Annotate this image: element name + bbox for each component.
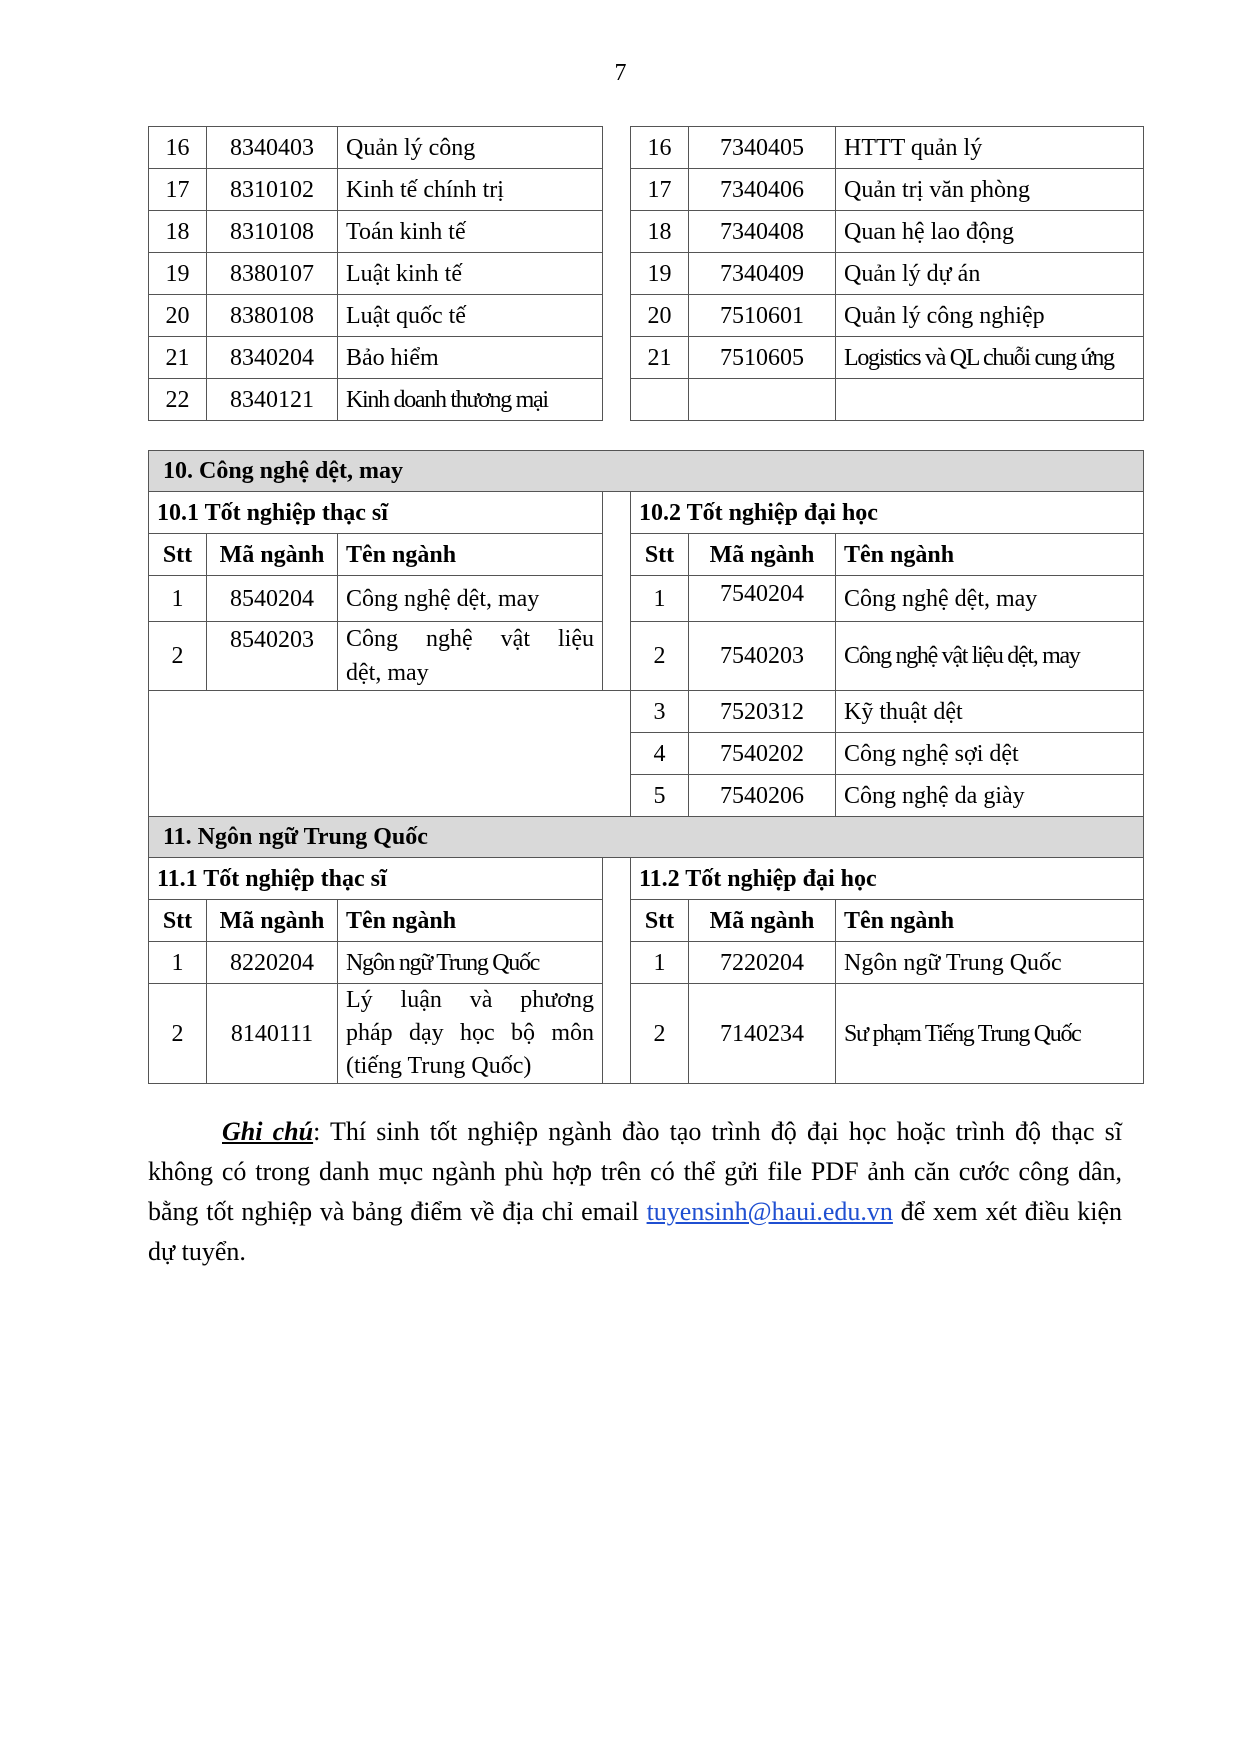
subsection-row: [149, 492, 1144, 534]
stt-cell: 16: [149, 127, 207, 169]
table-row: [149, 622, 1144, 691]
stt-cell: 17: [631, 169, 689, 211]
code-cell: 8340121: [207, 379, 338, 421]
code-cell: 8310102: [207, 169, 338, 211]
column-header: Mã ngành: [689, 534, 836, 576]
stt-cell: 20: [631, 295, 689, 337]
name-cell: Công nghệ sợi dệt: [836, 733, 1144, 775]
code-cell: 7540202: [689, 733, 836, 775]
top-right-rows: [631, 127, 1144, 421]
top-left-table: [148, 126, 603, 421]
column-header: Stt: [149, 534, 207, 576]
code-cell: 7220204: [689, 942, 836, 984]
section-title: 11. Ngôn ngữ Trung Quốc: [149, 817, 1144, 858]
code-cell: 7340405: [689, 127, 836, 169]
table-row: [149, 576, 1144, 622]
name-cell: Công nghệ vật liệu dệt, may: [836, 622, 1144, 691]
column-header: Mã ngành: [207, 534, 338, 576]
stt-cell: 21: [631, 337, 689, 379]
code-cell: 7340408: [689, 211, 836, 253]
page-number: 7: [614, 60, 627, 86]
code-cell: 8220204: [207, 942, 338, 984]
stt-cell: 2: [631, 622, 689, 691]
stt-cell: 2: [149, 622, 207, 691]
table-row: [631, 211, 1144, 253]
name-cell: [338, 622, 603, 691]
majors-table: [148, 450, 1144, 1084]
code-cell: 7140234: [689, 984, 836, 1084]
column-header: Tên ngành: [338, 534, 603, 576]
subsection-title: 10.1 Tốt nghiệp thạc sĩ: [149, 492, 603, 534]
code-cell: 7510605: [689, 337, 836, 379]
top-left-rows: [149, 127, 603, 421]
column-header: Tên ngành: [338, 900, 603, 942]
table-row: [149, 169, 603, 211]
section-title: 10. Công nghệ dệt, may: [149, 451, 1144, 492]
code-cell: 8380107: [207, 253, 338, 295]
name-cell: Quản lý công nghiệp: [836, 295, 1144, 337]
stt-cell: 16: [631, 127, 689, 169]
column-header-row: [149, 534, 1144, 576]
subsection-title: 11.1 Tốt nghiệp thạc sĩ: [149, 858, 603, 900]
name-cell: Công nghệ da giày: [836, 775, 1144, 817]
empty-merged-cell: [149, 691, 631, 817]
name-cell: Ngôn ngữ Trung Quốc: [338, 942, 603, 984]
stt-cell: 3: [631, 691, 689, 733]
table-row: [631, 253, 1144, 295]
stt-cell: 19: [631, 253, 689, 295]
table-row: [149, 295, 603, 337]
code-cell: 8540204: [207, 576, 338, 622]
name-line: Lý luận và phương: [346, 987, 594, 1013]
stt-cell: 22: [149, 379, 207, 421]
code-cell: 8380108: [207, 295, 338, 337]
code-cell: 7540206: [689, 775, 836, 817]
table-row: [149, 942, 1144, 984]
stt-cell: 1: [149, 942, 207, 984]
table-row-empty: [631, 379, 1144, 421]
column-header: Stt: [631, 900, 689, 942]
code-cell: 8340204: [207, 337, 338, 379]
column-header: Mã ngành: [207, 900, 338, 942]
code-cell: 7520312: [689, 691, 836, 733]
name-cell: Công nghệ dệt, may: [338, 576, 603, 622]
table-row: [631, 337, 1144, 379]
code-cell: 7510601: [689, 295, 836, 337]
name-line: (tiếng Trung Quốc): [346, 1053, 532, 1079]
stt-cell: 1: [631, 576, 689, 622]
stt-cell: 18: [149, 211, 207, 253]
name-cell: Quản lý dự án: [836, 253, 1144, 295]
name-cell: Toán kinh tế: [338, 211, 603, 253]
name-cell: Luật kinh tế: [338, 253, 603, 295]
code-cell: 7340406: [689, 169, 836, 211]
stt-cell: 5: [631, 775, 689, 817]
stt-cell: 4: [631, 733, 689, 775]
name-cell: Quản trị văn phòng: [836, 169, 1144, 211]
stt-cell: 18: [631, 211, 689, 253]
code-cell: 8340403: [207, 127, 338, 169]
table-row: [631, 295, 1144, 337]
name-cell: Công nghệ dệt, may: [836, 576, 1144, 622]
stt-cell: 1: [631, 942, 689, 984]
name-cell: Quan hệ lao động: [836, 211, 1144, 253]
column-header: Tên ngành: [836, 900, 1144, 942]
table-row: [149, 253, 603, 295]
name-line: dệt, may: [346, 660, 429, 686]
name-cell: Luật quốc tế: [338, 295, 603, 337]
name-cell: Kinh doanh thương mại: [338, 379, 603, 421]
name-line: pháp dạy học bộ môn: [346, 1020, 594, 1046]
name-cell: Logistics và QL chuỗi cung ứng: [836, 337, 1144, 379]
column-header: Stt: [631, 534, 689, 576]
code-cell: 7340409: [689, 253, 836, 295]
name-cell: [338, 984, 603, 1084]
note-paragraph: [148, 1112, 1122, 1272]
note-label: Ghi chú: [222, 1117, 314, 1146]
table-row: [149, 337, 603, 379]
stt-cell: 19: [149, 253, 207, 295]
code-cell: 8140111: [207, 984, 338, 1084]
name-cell: Kỹ thuật dệt: [836, 691, 1144, 733]
name-cell: Kinh tế chính trị: [338, 169, 603, 211]
stt-cell: 2: [631, 984, 689, 1084]
name-cell: Ngôn ngữ Trung Quốc: [836, 942, 1144, 984]
table-row: [149, 691, 1144, 733]
column-header: Mã ngành: [689, 900, 836, 942]
stt-cell: 2: [149, 984, 207, 1084]
stt-cell: 1: [149, 576, 207, 622]
name-cell: Sư phạm Tiếng Trung Quốc: [836, 984, 1144, 1084]
code-cell: 7540204: [689, 576, 836, 622]
subsection-row: [149, 858, 1144, 900]
subsection-title: 10.2 Tốt nghiệp đại học: [631, 492, 1144, 534]
top-right-table: [630, 126, 1144, 421]
email-link[interactable]: tuyensinh@haui.edu.vn: [646, 1197, 893, 1226]
stt-cell: 20: [149, 295, 207, 337]
section-10-header: [149, 451, 1144, 492]
table-row: [149, 127, 603, 169]
table-row: [149, 379, 603, 421]
stt-cell: 21: [149, 337, 207, 379]
column-header: Tên ngành: [836, 534, 1144, 576]
section-11-header: [149, 817, 1144, 858]
code-cell: 8310108: [207, 211, 338, 253]
name-cell: Bảo hiểm: [338, 337, 603, 379]
stt-cell: 17: [149, 169, 207, 211]
column-header-row: [149, 900, 1144, 942]
table-row: [631, 169, 1144, 211]
code-cell: 8540203: [207, 622, 338, 691]
code-cell: 7540203: [689, 622, 836, 691]
table-row: [149, 984, 1144, 1084]
note-text: : Thí sinh tốt nghiệp ngành đào tạo trình độ đại học hoặc trình độ thạc sĩ không có trong danh mục ngành phù hợp trên có thể gửi file PDF ảnh căn cước công dân, bằng tốt nghiệp và bảng điểm về địa chỉ email: [148, 1117, 1123, 1226]
table-row: [631, 127, 1144, 169]
note-text-end: để xem xét điều kiện dự tuyển.: [148, 1197, 1122, 1266]
table-row: [149, 211, 603, 253]
subsection-title: 11.2 Tốt nghiệp đại học: [631, 858, 1144, 900]
name-cell: HTTT quản lý: [836, 127, 1144, 169]
name-line: Công nghệ vật liệu: [346, 626, 594, 652]
name-cell: Quản lý công: [338, 127, 603, 169]
column-header: Stt: [149, 900, 207, 942]
